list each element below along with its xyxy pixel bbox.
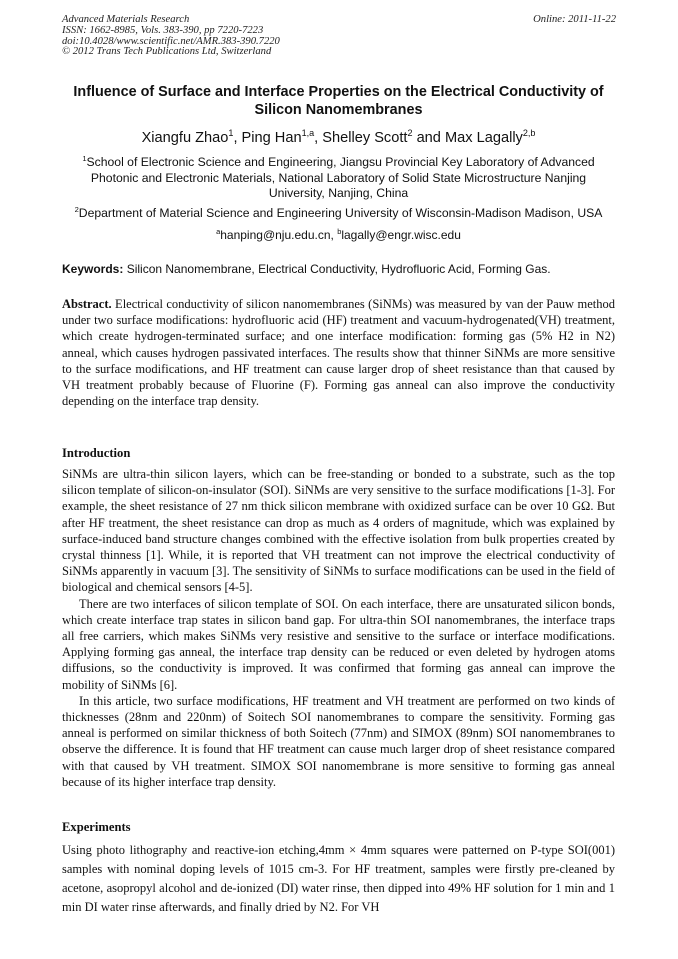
email-link[interactable]: lagally@engr.wisc.edu	[341, 228, 461, 242]
journal-name: Advanced Materials Research	[62, 14, 190, 25]
author-separator: ,	[233, 130, 242, 146]
journal-header	[62, 15, 280, 58]
keywords	[62, 262, 615, 277]
affiliation-text: Department of Material Science and Engineering University of Wisconsin-Madison Madison, USA	[78, 206, 603, 220]
author-name: Xiangfu Zhao	[141, 130, 229, 146]
experiments-heading: Experiments	[62, 820, 131, 834]
email-separator: ,	[330, 228, 338, 242]
author-separator: ,	[314, 130, 323, 146]
copyright-line: © 2012 Trans Tech Publications Ltd, Switzerland	[62, 46, 272, 58]
author-name: Max Lagally	[444, 130, 523, 146]
abstract-text: Electrical conductivity of silicon nanomembranes (SiNMs) was measured by van der Pauw method under two surface modifications: hydrofluoric acid (HF) treatment and vacuum-hydrogenated(VH) treatment, which create hydrogen-terminated surface; and one interface modification: forming gas (5% H2 in N2) anneal, which causes hydrogen passivated interfaces. The results show that thinner SiNMs are more sensitive to the surface modifications, and HF treatment can cause larger drop of sheet resistance than that caused by VH treatment probably because of Fluorine (F). Forming gas anneal can also improve the conductivity depending on the interface trap density.	[62, 297, 615, 409]
author-name: Shelley Scott	[322, 130, 408, 146]
author-list	[62, 128, 615, 148]
introduction-heading: Introduction	[62, 446, 131, 460]
affiliation-text: School of Electronic Science and Engineering, Jiangsu Provincial Key Laboratory of Advanced Photonic and Electronic Materials, National Laboratory of Solid State Microstructure Nanjing University, Nanjing, China	[86, 155, 595, 200]
paper-title: Influence of Surface and Interface Properties on the Electrical Conductivity of Silicon Nanomembranes	[73, 84, 604, 118]
affiliation-2	[62, 206, 615, 222]
author-name: Ping Han	[241, 130, 302, 146]
author-affiliation-mark: 2	[407, 128, 413, 139]
doi-line: doi:10.4028/www.scientific.net/AMR.383-390.7220	[62, 35, 280, 47]
introduction-body	[62, 466, 615, 790]
keywords-label: Keywords:	[62, 262, 124, 276]
affiliation-mark: 2	[74, 204, 79, 214]
author-affiliation-mark: 1,a	[301, 128, 315, 139]
email-mark: a	[216, 227, 221, 236]
keywords-text: Silicon Nanomembrane, Electrical Conductivity, Hydrofluoric Acid, Forming Gas.	[123, 262, 551, 276]
author-affiliation-mark: 2,b	[522, 128, 536, 139]
email-link[interactable]: hanping@nju.edu.cn	[220, 228, 331, 242]
paragraph: SiNMs are ultra-thin silicon layers, which can be free-standing or bonded to a substrate, such as the top silicon template of silicon-on-insulator (SOI). SiNMs are very sensitive to the surface modifications [1-3]. For example, the sheet resistance of 27 nm thick silicon membrane with oxidized surface can be over 10 GΩ. But after HF treatment, the sheet resistance can drop as much as 4 orders of magnitude, which was explained by surface-induced band structure changes combined with the effective isolation from bulk properties created by crystal thinness [1]. While, it is reported that VH treatment can not improve the electrical conductivity of SiNMs apparently in vacuum [3]. The sensitivity of SiNMs to surface modifications can be used in the field of biological and chemical sensors [4-5].	[62, 467, 615, 595]
affiliation-mark: 1	[82, 153, 87, 163]
paragraph: In this article, two surface modifications, HF treatment and VH treatment are performed on two kinds of thicknesses (28nm and 220nm) of Soitech SOI nanomembranes to compare the sensitivity. Forming gas anneal is performed on similar thickness of both Soitech (77nm) and SIMOX (89nm) SOI nanomembranes to observe the difference. It is found that HF treatment can cause much larger drop of sheet resistance compared with that caused by VH treatment. SIMOX SOI nanomembrane is more sensitive to forming gas anneal because of its higher interface trap density.	[62, 693, 615, 789]
author-affiliation-mark: 1	[228, 128, 234, 139]
author-emails	[62, 228, 615, 243]
issn-line: ISSN: 1662-8985, Vols. 383-390, pp 7220-7223	[62, 24, 264, 36]
experiments-body: Using photo lithography and reactive-ion etching,4mm × 4mm squares were patterned on P-type SOI(001) samples with nominal doping levels of 1015 cm-3. For HF treatment, samples were firstly pre-cleaned by acetone, asopropyl alcohol and de-ionized (DI) water rinse, then dipped into 49% HF solution for 1 min and 1 min DI water rinse afterwards, and finally dried by N2. For VH	[62, 843, 615, 914]
paragraph: There are two interfaces of silicon template of SOI. On each interface, there are unsaturated silicon bonds, which create interface trap states in silicon band gap. For ultra-thin SOI nanomembranes, the interface traps all free carriers, which makes SiNMs very resistive and sensitive to the surface or interface modifications. Applying forming gas anneal, the interface trap density can be reduced or even deleted by hydrogen atoms diffusions, so the conductivity is improved. It was confirmed that forming gas anneal can improve the mobility of SiNMs [6].	[62, 596, 615, 692]
abstract-label: Abstract.	[62, 297, 112, 311]
email-mark: b	[337, 227, 342, 236]
abstract	[62, 296, 615, 409]
author-separator: and	[412, 130, 445, 146]
online-date: Online: 2011-11-22	[533, 14, 616, 25]
affiliation-1	[62, 155, 615, 202]
